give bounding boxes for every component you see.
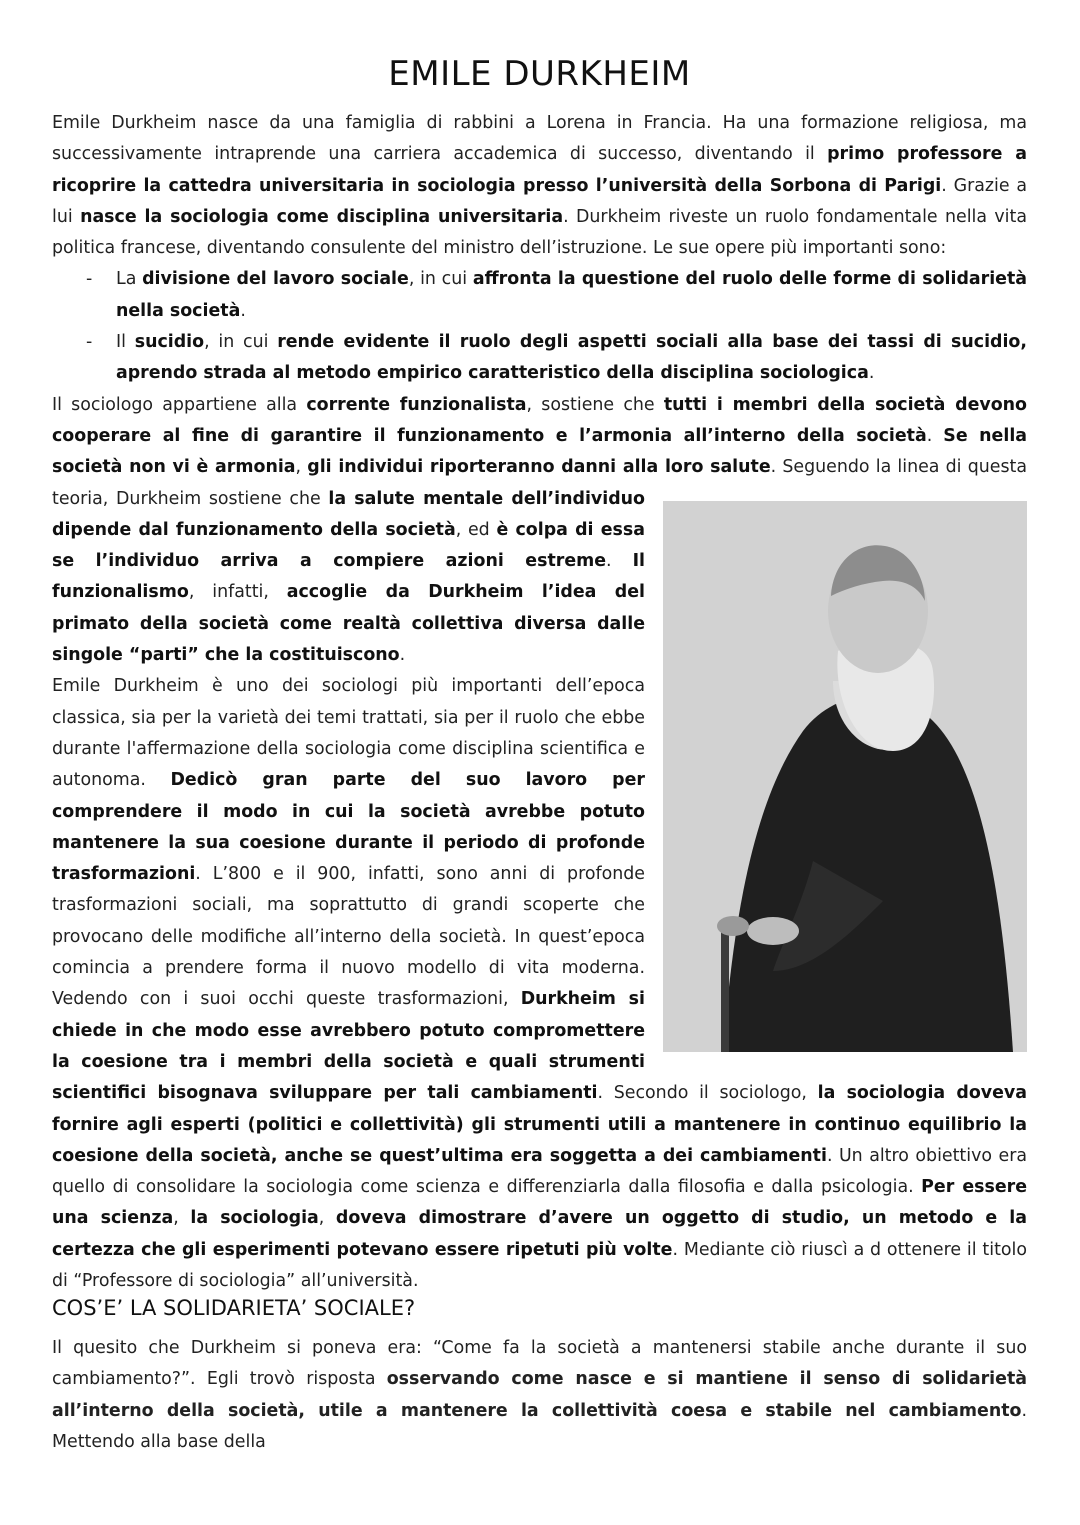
- bold-text: Dedicò gran parte del suo lavoro per comprendere il modo in cui la società avrebbe potuto mantenere la sua coesione durante il periodo di profonde trasformazioni: [52, 770, 645, 885]
- text-run: ,: [318, 1208, 336, 1229]
- bold-text: Per essere una scienza: [52, 1177, 1027, 1229]
- section-heading: COS’E’ LA SOLIDARIETA’ SOCIALE?: [52, 1296, 416, 1320]
- text-run: Il sociologo appartiene alla: [52, 394, 307, 415]
- bold-text: Durkheim si chiede in che modo esse avrebbero potuto compromettere la coesione tra i membri della società e quali strumenti scientifici bisognava sviluppare per tali cambiamenti: [52, 989, 645, 1104]
- text-run: .: [606, 551, 633, 572]
- list-item: [116, 264, 1027, 327]
- bold-text: sucidio: [134, 332, 205, 353]
- text-run: , in cui: [408, 269, 473, 290]
- text-run: ,: [173, 1208, 191, 1229]
- text-run: , ed: [455, 519, 497, 540]
- intro-paragraph: [52, 108, 1027, 264]
- text-run: Il: [116, 332, 135, 353]
- page-title: EMILE DURKHEIM: [388, 54, 691, 94]
- main-text: [52, 108, 1027, 1297]
- portrait-photo: [663, 501, 1027, 1052]
- bold-text: Se nella società non vi è armonia: [52, 425, 1028, 478]
- text-run: . Grazie a lui: [52, 175, 1028, 227]
- text-run: . L’800 e il 900, infatti, sono anni di profonde trasformazioni sociali, ma soprattutto di grandi scoperte che provocano delle modifiche all’interno della società. In quest’epoca comincia a prendere forma il nuovo modello di vita moderna. Vedendo con i suoi occhi queste trasformazioni,: [52, 864, 645, 1010]
- text-run: .: [926, 425, 944, 446]
- bold-text: nasce la sociologia come disciplina universitaria: [80, 206, 564, 227]
- body-paragraph: [52, 390, 1027, 1298]
- text-run: ,: [295, 457, 308, 478]
- text-run: .: [240, 300, 246, 321]
- bold-text: tutti i membri della società devono cooperare al fine di garantire il funzionamento e l’armonia all’interno della società: [52, 394, 1027, 446]
- text-run: . Mediante ciò riuscì a d ottenere il titolo di “Professore di sociologia” all’università.: [52, 1239, 1028, 1291]
- text-run: La: [116, 269, 143, 290]
- text-run: . Seguendo la linea di questa teoria, Durkheim sostiene che: [52, 457, 1027, 509]
- text-run: Il quesito che Durkheim si poneva era: “Come fa la società a mantenersi stabile anche durante il suo cambiamento?”. Egli trovò risposta: [52, 1338, 1027, 1390]
- bold-text: accoglie da Durkheim l’idea del primato della società come realtà collettiva diversa dalle singole “parti” che la costituiscono: [52, 582, 645, 666]
- bold-text: rende evidente il ruolo degli aspetti sociali alla base dei tassi di sucidio, aprendo strada al metodo empirico caratteristico della disciplina sociologica: [116, 332, 1027, 384]
- text-run: , infatti,: [188, 582, 287, 603]
- bold-text: la sociologia doveva fornire agli esperti (politici e collettività) gli strumenti utili a mantenere in continuo equilibrio la coesione della società, anche se quest’ultima era soggetta a dei cambiamenti: [52, 1083, 1027, 1166]
- bold-text: affronta la questione del ruolo delle forme di solidarietà nella società: [116, 269, 1028, 321]
- text-run: , in cui: [204, 332, 278, 353]
- bold-text: doveva dimostrare d’avere un oggetto di studio, un metodo e la certezza che gli esperimenti potevano essere ripetuti più volte: [52, 1208, 1027, 1260]
- text-run: . Mettendo alla base della: [52, 1400, 1027, 1452]
- text-run: .: [399, 645, 406, 666]
- text-run: Emile Durkheim nasce da una famiglia di rabbini a Lorena in Francia. Ha una formazione religiosa, ma successivamente intraprende una carriera accademica di successo, diventando il: [52, 113, 1027, 165]
- text-run: , sostiene che: [526, 394, 664, 415]
- bold-text: è colpa di essa se l’individuo arriva a compiere azioni estreme: [52, 519, 645, 572]
- bold-text: corrente funzionalista: [306, 394, 527, 415]
- list-item: [116, 327, 1027, 390]
- bold-text: osservando come nasce e si mantiene il senso di solidarietà all’interno della società, utile a mantenere la collettività coesa e stabile nel cambiamento: [52, 1369, 1027, 1421]
- text-run: . Secondo il sociologo,: [597, 1083, 818, 1104]
- text-run: . Durkheim riveste un ruolo fondamentale nella vita politica francese, diventando consulente del ministro dell’istruzione. Le sue opere più importanti sono:: [52, 206, 1027, 259]
- bold-text: primo professore a ricoprire la cattedra universitaria in sociologia presso l’università della Sorbona di Parigi: [52, 144, 1027, 196]
- bold-text: la salute mentale dell’individuo dipende dal funzionamento della società: [52, 488, 645, 540]
- text-run: Emile Durkheim è uno dei sociologi più importanti dell’epoca classica, sia per la varietà dei temi trattati, sia per il ruolo che ebbe durante l'affermazione della sociologia come disciplina scientifica e autonoma.: [52, 676, 645, 791]
- text-run: .: [868, 363, 875, 384]
- bold-text: gli individui riporteranno danni alla loro salute: [307, 457, 771, 478]
- bold-text: la sociologia: [190, 1208, 319, 1229]
- text-run: . Un altro obiettivo era quello di consolidare la sociologia come scienza e differenziarla dalla filosofia e dalla psicologia.: [52, 1145, 1027, 1198]
- section-text: [52, 1333, 1027, 1458]
- bold-text: Il funzionalismo: [52, 551, 645, 603]
- bold-text: divisione del lavoro sociale: [142, 269, 409, 290]
- works-list: [52, 264, 1027, 389]
- section-paragraph: [52, 1333, 1027, 1458]
